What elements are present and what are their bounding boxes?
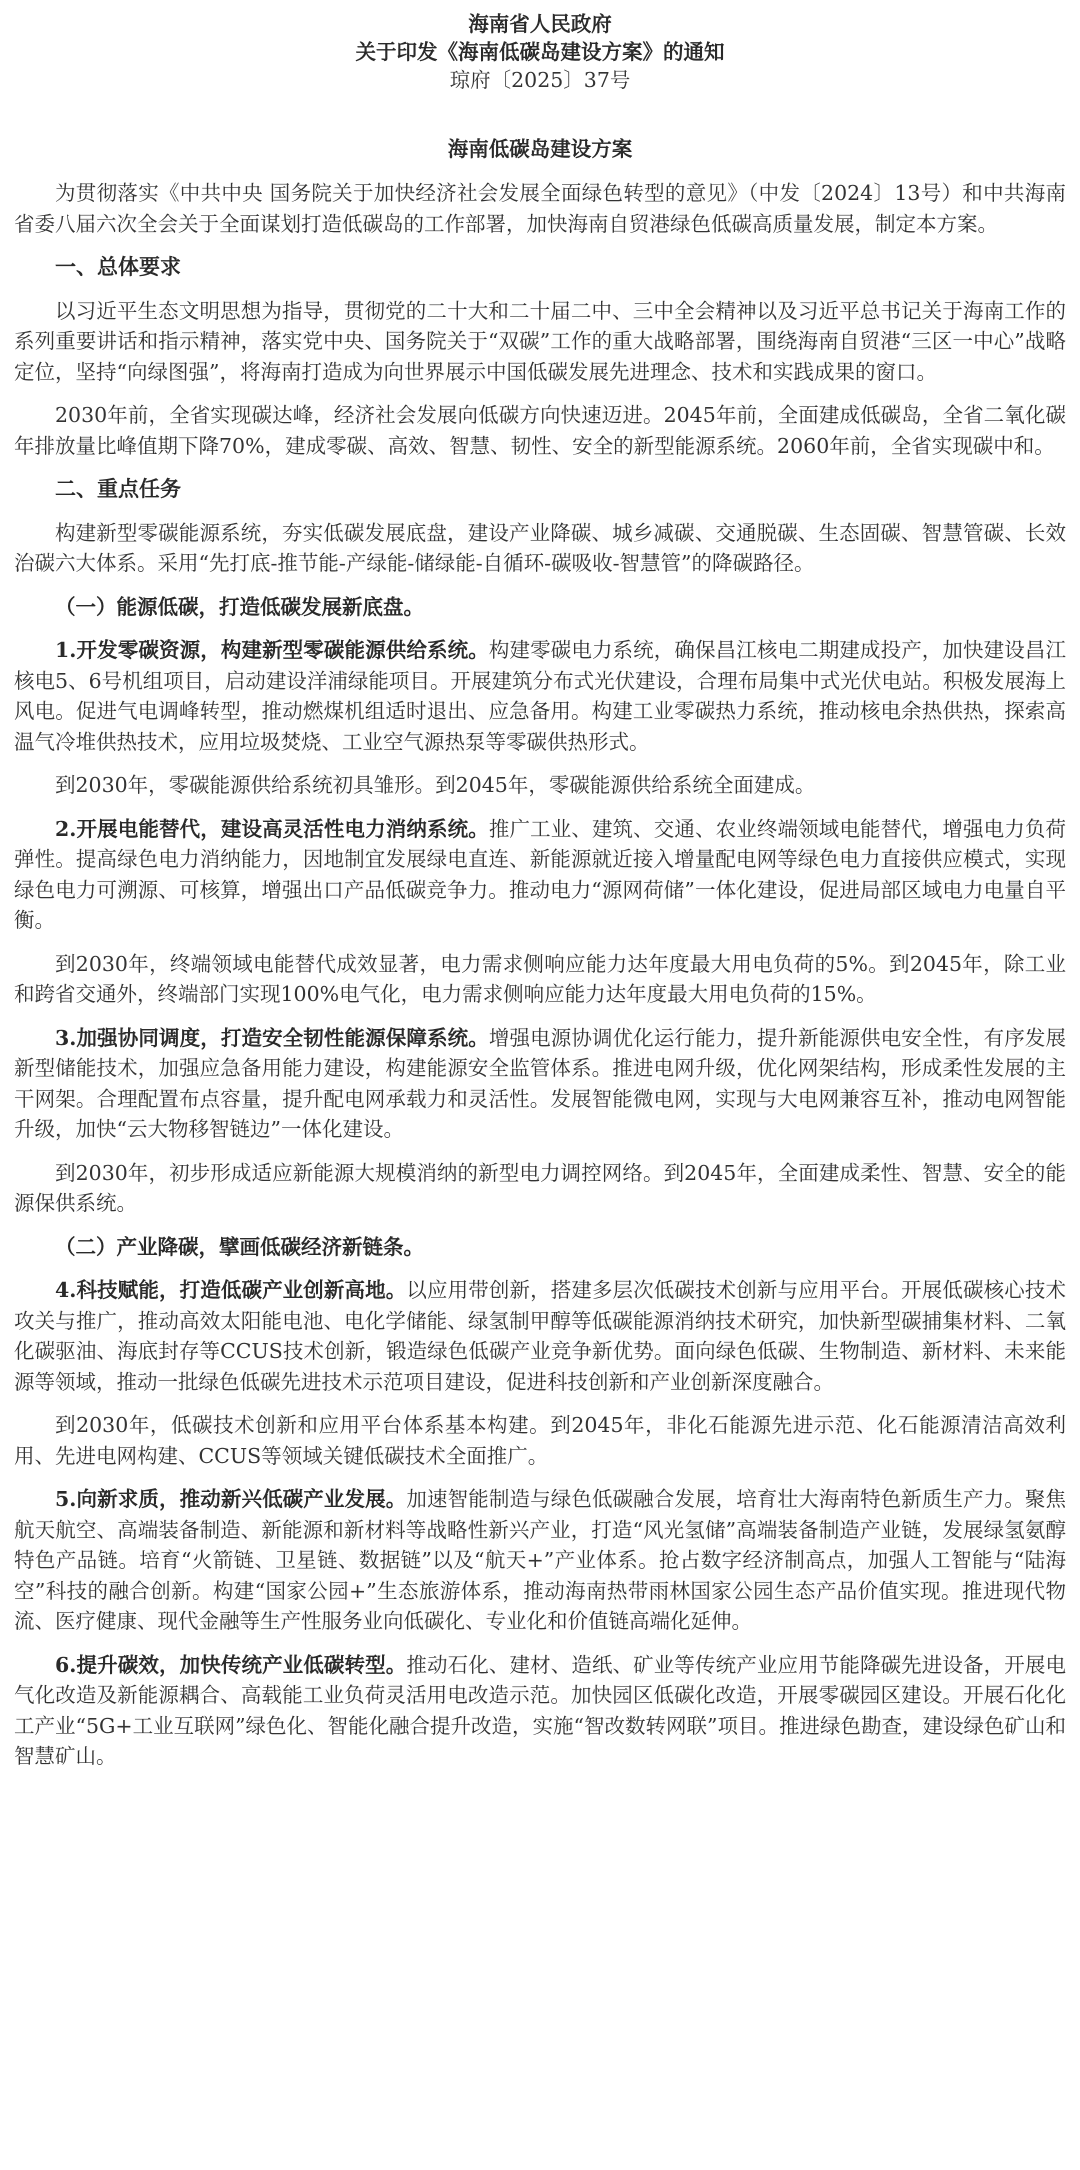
task-6-paragraph — [14, 1650, 1066, 1772]
task-2-text: 推广工业、建筑、交通、农业终端领域电能替代，增强电力负荷弹性。提高绿色电力消纳能力，因地制宜发展绿电直连、新能源就近接入增量配电网等绿色电力直接供应模式，实现绿色电力可溯源、可核算，增强出口产品低碳竞争力。推动电力“源网荷储”一体化建设，促进局部区域电力电量自平衡。 — [14, 816, 1067, 932]
task-5-paragraph — [14, 1484, 1066, 1637]
task-3-lead: 3.加强协同调度，打造安全韧性能源保障系统。 — [55, 1025, 489, 1050]
task-6-text: 推动石化、建材、造纸、矿业等传统产业应用节能降碳先进设备，开展电气化改造及新能源耦合、高载能工业负荷灵活用电改造示范。加快园区低碳化改造，开展零碳园区建设。开展石化化工产业“5G+工业互联网”绿色化、智能化融合提升改造，实施“智改数转网联”项目。推进绿色勘查，建设绿色矿山和智慧矿山。 — [14, 1652, 1067, 1768]
task-4-paragraph — [14, 1275, 1066, 1397]
general-requirements-paragraph: 以习近平生态文明思想为指导，贯彻党的二十大和二十届二中、三中全会精神以及习近平总书记关于海南工作的系列重要讲话和指示精神，落实党中央、国务院关于“双碳”工作的重大战略部署，围绕海南自贸港“三区一中心”战略定位，坚持“向绿图强”，将海南打造成为向世界展示中国低碳发展先进理念、技术和实践成果的窗口。 — [14, 298, 1066, 384]
goals-paragraph: 2030年前，全省实现碳达峰，经济社会发展向低碳方向快速迈进。2045年前，全面建成低碳岛，全省二氧化碳年排放量比峰值期下降70%，建成零碳、高效、智慧、韧性、安全的新型能源系统。2060年前，全省实现碳中和。 — [14, 403, 1066, 458]
notice-title: 关于印发《海南低碳岛建设方案》的通知 — [355, 40, 725, 64]
task-5-text: 加速智能制造与绿色低碳融合发展，培育壮大海南特色新质生产力。聚焦航天航空、高端装备制造、新能源和新材料等战略性新兴产业，打造“风光氢储”高端装备制造产业链，发展绿氢氨醇特色产品链。培育“火箭链、卫星链、数据链”以及“航天+”产业体系。抢占数字经济制高点，加强人工智能与“陆海空”科技的融合创新。构建“国家公园+”生态旅游体系，推动海南热带雨林国家公园生态产品价值实现。推进现代物流、医疗健康、现代金融等生产性服务业向低碳化、专业化和价值链高端化延伸。 — [14, 1487, 1067, 1633]
intro-paragraph: 为贯彻落实《中共中央 国务院关于加快经济社会发展全面绿色转型的意见》（中发〔2024〕13号）和中共海南省委八届六次全会关于全面谋划打造低碳岛的工作部署，加快海南自贸港绿色低碳高质量发展，制定本方案。 — [14, 181, 1066, 236]
task-3-paragraph — [14, 1023, 1066, 1145]
task-1-text: 构建零碳电力系统，确保昌江核电二期建成投产，加快建设昌江核电5、6号机组项目，启动建设洋浦绿能项目。开展建筑分布式光伏建设，合理布局集中式光伏电站。积极发展海上风电。促进气电调峰转型，推动燃煤机组适时退出、应急备用。构建工业零碳热力系统，推动核电余热供热，探索高温气冷堆供热技术，应用垃圾焚烧、工业空气源热泵等零碳供热形式。 — [14, 638, 1067, 754]
task-4-target: 到2030年，低碳技术创新和应用平台体系基本构建。到2045年，非化石能源先进示范、化石能源清洁高效利用、先进电网构建、CCUS等领域关键低碳技术全面推广。 — [14, 1413, 1066, 1468]
task-1-paragraph — [14, 635, 1066, 757]
section-heading-key-tasks: 二、重点任务 — [55, 476, 181, 501]
document-title: 海南低碳岛建设方案 — [447, 137, 633, 161]
document-number: 琼府〔2025〕37号 — [449, 68, 631, 92]
section-heading-general-requirements: 一、总体要求 — [55, 254, 181, 279]
task-6-lead: 6.提升碳效，加快传统产业低碳转型。 — [55, 1652, 407, 1677]
task-3-text: 增强电源协调优化运行能力，提升新能源供电安全性，有序发展新型储能技术，加强应急备用能力建设，构建能源安全监管体系。推进电网升级，优化网架结构，形成柔性发展的主干网架。合理配置布点容量，提升配电网承载力和灵活性。发展智能微电网，实现与大电网兼容互补，推动电网智能升级，加快“云大物移智链边”一体化建设。 — [14, 1025, 1067, 1141]
key-tasks-intro-paragraph: 构建新型零碳能源系统，夯实低碳发展底盘，建设产业降碳、城乡减碳、交通脱碳、生态固碳、智慧管碳、长效治碳六大体系。采用“先打底-推节能-产绿能-储绿能-自循环-碳吸收-智慧管”的降碳路径。 — [14, 520, 1066, 575]
task-1-lead: 1.开发零碳资源，构建新型零碳能源供给系统。 — [55, 638, 489, 662]
task-5-lead: 5.向新求质，推动新兴低碳产业发展。 — [55, 1487, 407, 1511]
task-2-lead: 2.开展电能替代，建设高灵活性电力消纳系统。 — [55, 816, 489, 841]
task-2-paragraph — [14, 814, 1066, 936]
task-1-target: 到2030年，零碳能源供给系统初具雏形。到2045年，零碳能源供给系统全面建成。 — [55, 773, 816, 797]
task-4-text: 以应用带创新，搭建多层次低碳技术创新与应用平台。开展低碳核心技术攻关与推广，推动高效太阳能电池、电化学储能、绿氢制甲醇等低碳能源消纳技术研究，加快新型碳捕集材料、二氧化碳驱油、海底封存等CCUS技术创新，锻造绿色低碳产业竞争新优势。面向绿色低碳、生物制造、新材料、未来能源等领域，推动一批绿色低碳先进技术示范项目建设，促进科技创新和产业创新深度融合。 — [14, 1278, 1067, 1394]
task-3-target: 到2030年，初步形成适应新能源大规模消纳的新型电力调控网络。到2045年，全面建成柔性、智慧、安全的能源保供系统。 — [14, 1160, 1066, 1215]
task-2-target: 到2030年，终端领域电能替代成效显著，电力需求侧响应能力达年度最大用电负荷的5%。到2045年，除工业和跨省交通外，终端部门实现100%电气化，电力需求侧响应能力达年度最大用电负荷的15%。 — [14, 951, 1066, 1006]
subsection-heading-energy: （一）能源低碳，打造低碳发展新底盘。 — [55, 594, 424, 619]
issuing-authority: 海南省人民政府 — [468, 12, 612, 36]
task-4-lead: 4.科技赋能，打造低碳产业创新高地。 — [55, 1278, 407, 1302]
subsection-heading-industry: （二）产业降碳，擘画低碳经济新链条。 — [55, 1234, 424, 1259]
